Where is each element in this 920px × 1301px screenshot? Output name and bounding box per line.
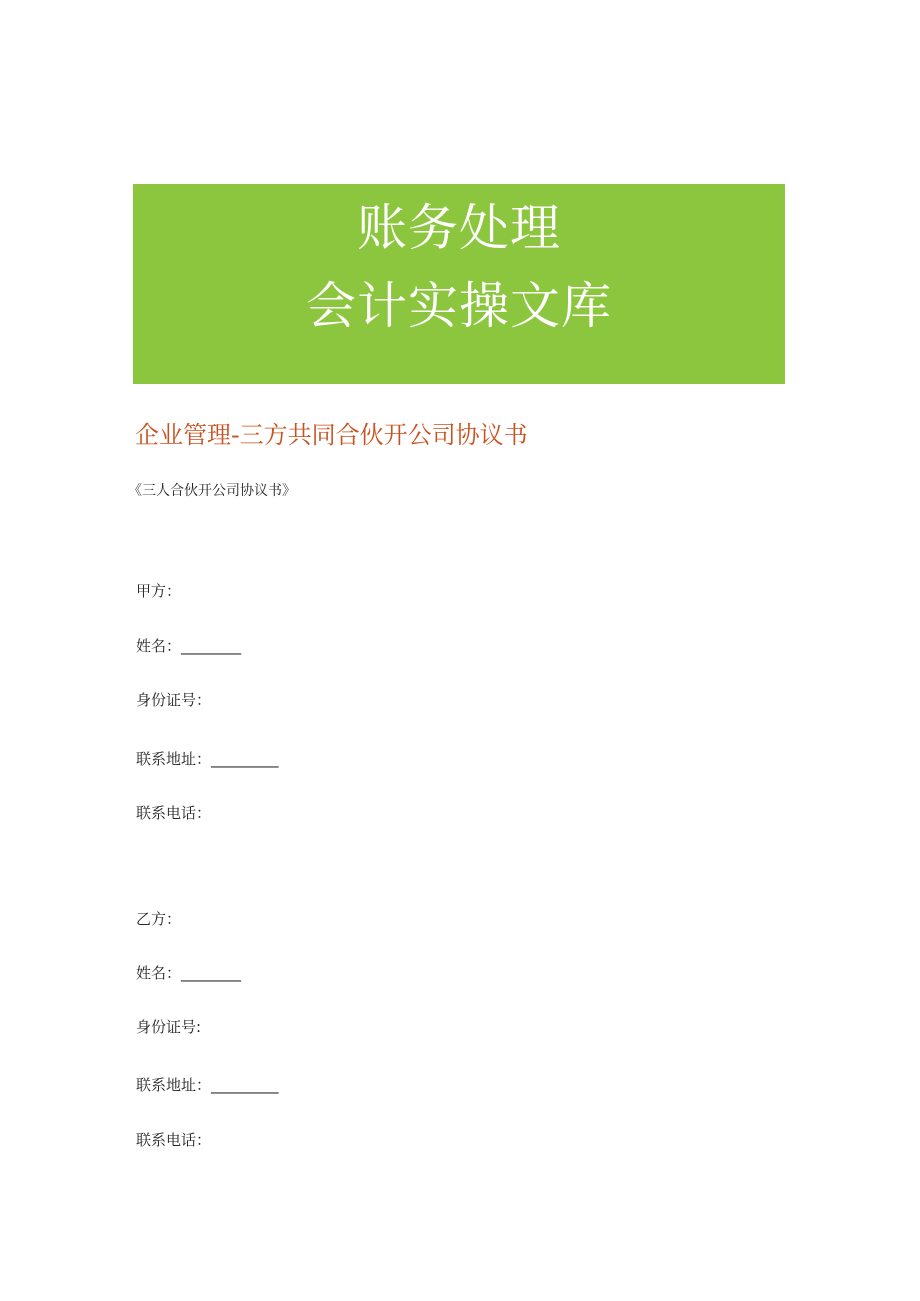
party-b-address-field: 联系地址：_________ <box>136 1076 279 1094</box>
party-b-phone-field: 联系电话： <box>136 1131 212 1149</box>
header-banner <box>133 184 785 384</box>
party-a-address-field: 联系地址：_________ <box>136 750 279 768</box>
party-a-name-field: 姓名：________ <box>136 637 242 655</box>
party-a-phone-field: 联系电话： <box>136 804 212 822</box>
banner-title-line1: 账务处理 <box>357 199 561 257</box>
document-subtitle: 《三人合伙开公司协议书》 <box>128 483 296 499</box>
party-a-heading: 甲方： <box>136 582 182 600</box>
banner-title-line2: 会计实操文库 <box>306 277 612 335</box>
party-b-id-field: 身份证号: <box>136 1018 202 1036</box>
party-b-heading: 乙方： <box>136 910 182 928</box>
party-a-id-field: 身份证号： <box>136 691 212 709</box>
party-b-name-field: 姓名：________ <box>136 964 242 982</box>
document-title: 企业管理-三方共同合伙开公司协议书 <box>135 421 528 449</box>
